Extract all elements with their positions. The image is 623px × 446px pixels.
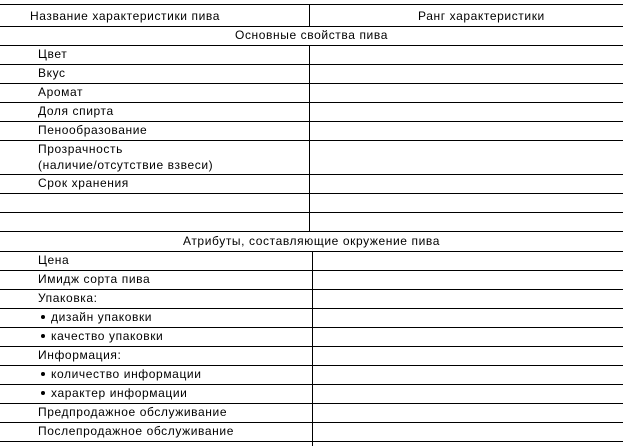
column-divider — [309, 4, 310, 26]
section-title-basic-properties: Основные свойства пива — [235, 28, 388, 42]
row-label-price: Цена — [38, 253, 70, 267]
header-characteristic-name: Название характеристики пива — [30, 9, 221, 23]
row-divider — [0, 64, 623, 65]
row-divider — [0, 193, 623, 194]
row-label-alcohol-share: Доля спирта — [38, 104, 114, 118]
table-top-border — [0, 4, 623, 5]
row-label-information-character — [41, 385, 187, 402]
row-label-transparency-note: (наличие/отсутствие взвеси) — [38, 158, 214, 172]
row-divider — [0, 45, 623, 46]
row-label-color: Цвет — [38, 47, 68, 61]
bullet-icon — [41, 372, 45, 376]
row-label-packaging-design — [41, 309, 152, 326]
row-label-packaging: Упаковка: — [38, 291, 98, 305]
row-text-packaging-quality: качество упаковки — [51, 329, 164, 343]
row-label-presale-service: Предпродажное обслуживание — [38, 405, 228, 419]
row-label-aroma: Аромат — [38, 85, 84, 99]
row-label-foaming: Пенообразование — [38, 123, 148, 137]
column-divider — [309, 45, 310, 231]
row-label-brand-image: Имидж сорта пива — [38, 272, 151, 286]
row-label-shelf-life: Срок хранения — [38, 176, 129, 190]
row-label-information: Информация: — [38, 348, 122, 362]
row-label-packaging-quality — [41, 328, 163, 345]
row-divider — [0, 121, 623, 122]
row-divider — [0, 102, 623, 103]
bullet-icon — [41, 334, 45, 338]
row-label-transparency: Прозрачность — [38, 142, 123, 156]
header-divider — [0, 26, 623, 27]
row-text-information-character: характер информации — [51, 386, 188, 400]
row-label-aftersale-service: Послепродажное обслуживание — [38, 424, 234, 438]
section-title-environment-attributes: Атрибуты, составляющие окружение пива — [183, 234, 440, 248]
row-divider — [0, 140, 623, 141]
column-divider — [312, 251, 313, 446]
header-characteristic-rank: Ранг характеристики — [418, 9, 545, 23]
bullet-icon — [41, 391, 45, 395]
row-text-information-quantity: количество информации — [51, 367, 202, 381]
row-label-taste: Вкус — [38, 66, 66, 80]
row-divider — [0, 212, 623, 213]
row-divider — [0, 174, 623, 175]
section-divider — [0, 231, 623, 232]
bullet-icon — [41, 315, 45, 319]
row-divider — [0, 83, 623, 84]
row-text-packaging-design: дизайн упаковки — [51, 310, 153, 324]
row-label-information-quantity — [41, 366, 202, 383]
